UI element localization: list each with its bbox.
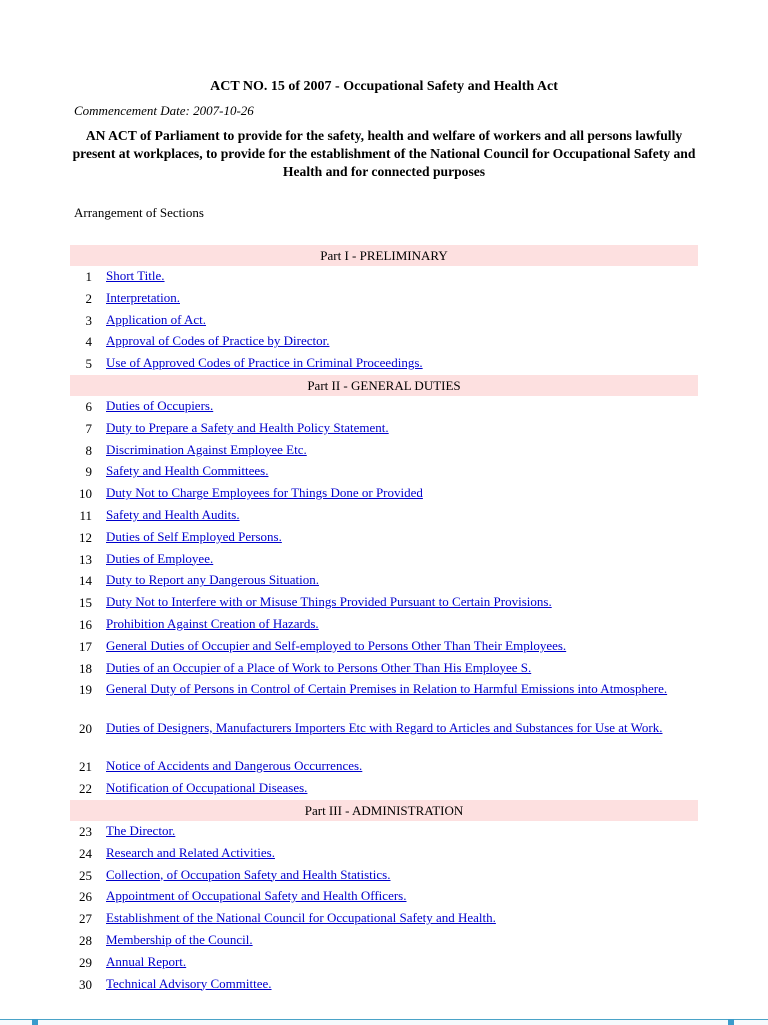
section-link[interactable]: Interpretation. [106,289,180,305]
toc-row [70,821,698,843]
toc-row [70,570,698,592]
section-number: 25 [79,867,92,883]
toc-row [70,865,698,887]
section-number: 28 [79,932,92,948]
toc-row [70,266,698,288]
section-link[interactable]: General Duties of Occupier and Self-employed to Persons Other Than Their Employees. [106,637,567,653]
toc-row [70,778,698,800]
section-link[interactable]: Notice of Accidents and Dangerous Occurrences. [106,758,363,774]
section-link[interactable]: Duty to Report any Dangerous Situation. [106,572,320,588]
section-number: 29 [79,954,92,970]
part-header: Part I - PRELIMINARY [70,245,698,266]
section-number: 24 [79,845,92,861]
section-link[interactable]: Duties of Self Employed Persons. [106,528,282,544]
toc-row [70,418,698,440]
toc-row [70,908,698,930]
toc-row [70,756,698,778]
toc-row [70,718,698,757]
section-number: 2 [85,290,92,306]
act-title: ACT NO. 15 of 2007 - Occupational Safety and Health Act [210,79,558,94]
section-number: 11 [79,507,92,523]
section-number: 9 [85,464,92,480]
section-link[interactable]: Prohibition Against Creation of Hazards. [106,615,319,631]
section-number: 15 [79,595,92,611]
toc-row [70,483,698,505]
toc-row [70,310,698,332]
section-link[interactable]: Safety and Health Audits. [106,506,240,522]
toc-row [70,658,698,680]
toc-row [70,843,698,865]
toc-row [70,527,698,549]
section-number: 20 [79,720,92,736]
toc-row [70,614,698,636]
section-link[interactable]: Duty to Prepare a Safety and Health Policy Statement. [106,419,389,435]
section-number: 12 [79,529,92,545]
section-link[interactable]: Duty Not to Interfere with or Misuse Things Provided Pursuant to Certain Provisions. [106,594,552,610]
section-number: 30 [79,976,92,992]
toc-row [70,886,698,908]
toc-row [70,636,698,658]
toc-row [70,952,698,974]
section-number: 4 [85,334,92,350]
toc-row [70,549,698,571]
arrangement-heading: Arrangement of Sections [74,205,204,220]
section-link[interactable]: Use of Approved Codes of Practice in Criminal Proceedings. [106,355,423,371]
section-link[interactable]: Technical Advisory Committee. [106,975,272,991]
toc-row [70,461,698,483]
toc-row [70,331,698,353]
section-link[interactable]: Establishment of the National Council for Occupational Safety and Health. [106,910,496,926]
toc-row [70,974,698,996]
section-number: 27 [79,911,92,927]
section-number: 5 [85,356,92,372]
act-preamble: AN ACT of Parliament to provide for the safety, health and welfare of workers and all persons lawfully present at workplaces, to provide for the establishment of the National Council for Occupational Safety and Health and for connected purposes [72,128,696,179]
part-header: Part II - GENERAL DUTIES [70,375,698,396]
section-link[interactable]: Membership of the Council. [106,931,253,947]
section-number: 19 [79,682,92,698]
toc-row [70,396,698,418]
section-number: 14 [79,573,92,589]
section-link[interactable]: Collection, of Occupation Safety and Health Statistics. [106,866,391,882]
section-number: 7 [85,420,92,436]
section-number: 16 [79,616,92,632]
part-header: Part III - ADMINISTRATION [70,800,698,821]
section-number: 21 [79,759,92,775]
scroll-right-marker[interactable] [728,1019,734,1025]
section-number: 6 [85,398,92,414]
section-link[interactable]: Annual Report. [106,953,187,969]
section-link[interactable]: Duties of Occupiers. [106,397,214,413]
section-number: 22 [79,781,92,797]
section-link[interactable]: General Duty of Persons in Control of Certain Premises in Relation to Harmful Emissions into Atmosphere. [106,681,668,697]
toc-row [70,592,698,614]
section-link[interactable]: Approval of Codes of Practice by Director. [106,333,330,349]
section-number: 23 [79,823,92,839]
section-number: 3 [85,312,92,328]
section-link[interactable]: Short Title. [106,268,165,283]
section-link[interactable]: Application of Act. [106,311,207,327]
section-number: 17 [79,638,92,654]
section-link[interactable]: Duties of Designers, Manufacturers Importers Etc with Regard to Articles and Substances for Use at Work. [106,719,663,735]
bottom-scrollbar[interactable] [0,1019,768,1025]
section-link[interactable]: Notification of Occupational Diseases. [106,780,308,796]
scroll-left-marker[interactable] [32,1019,38,1025]
section-link[interactable]: Appointment of Occupational Safety and Health Officers. [106,888,407,904]
toc-row [70,679,698,718]
section-number: 18 [79,660,92,676]
section-link[interactable]: Discrimination Against Employee Etc. [106,441,307,457]
table-of-contents [70,245,698,995]
section-link[interactable]: Safety and Health Committees. [106,463,269,479]
section-number: 10 [79,486,92,502]
section-number: 1 [85,269,92,284]
toc-row [70,440,698,462]
toc-row [70,353,698,375]
section-link[interactable]: Research and Related Activities. [106,844,275,860]
toc-row [70,930,698,952]
toc-row [70,505,698,527]
section-link[interactable]: Duties of an Occupier of a Place of Work to Persons Other Than His Employee S. [106,659,532,675]
commencement-date: Commencement Date: 2007-10-26 [74,103,254,118]
section-number: 8 [85,442,92,458]
section-number: 13 [79,551,92,567]
section-link[interactable]: Duty Not to Charge Employees for Things Done or Provided [106,485,423,501]
section-number: 26 [79,889,92,905]
section-link[interactable]: Duties of Employee. [106,550,214,566]
section-link[interactable]: The Director. [106,822,176,838]
toc-row [70,288,698,310]
